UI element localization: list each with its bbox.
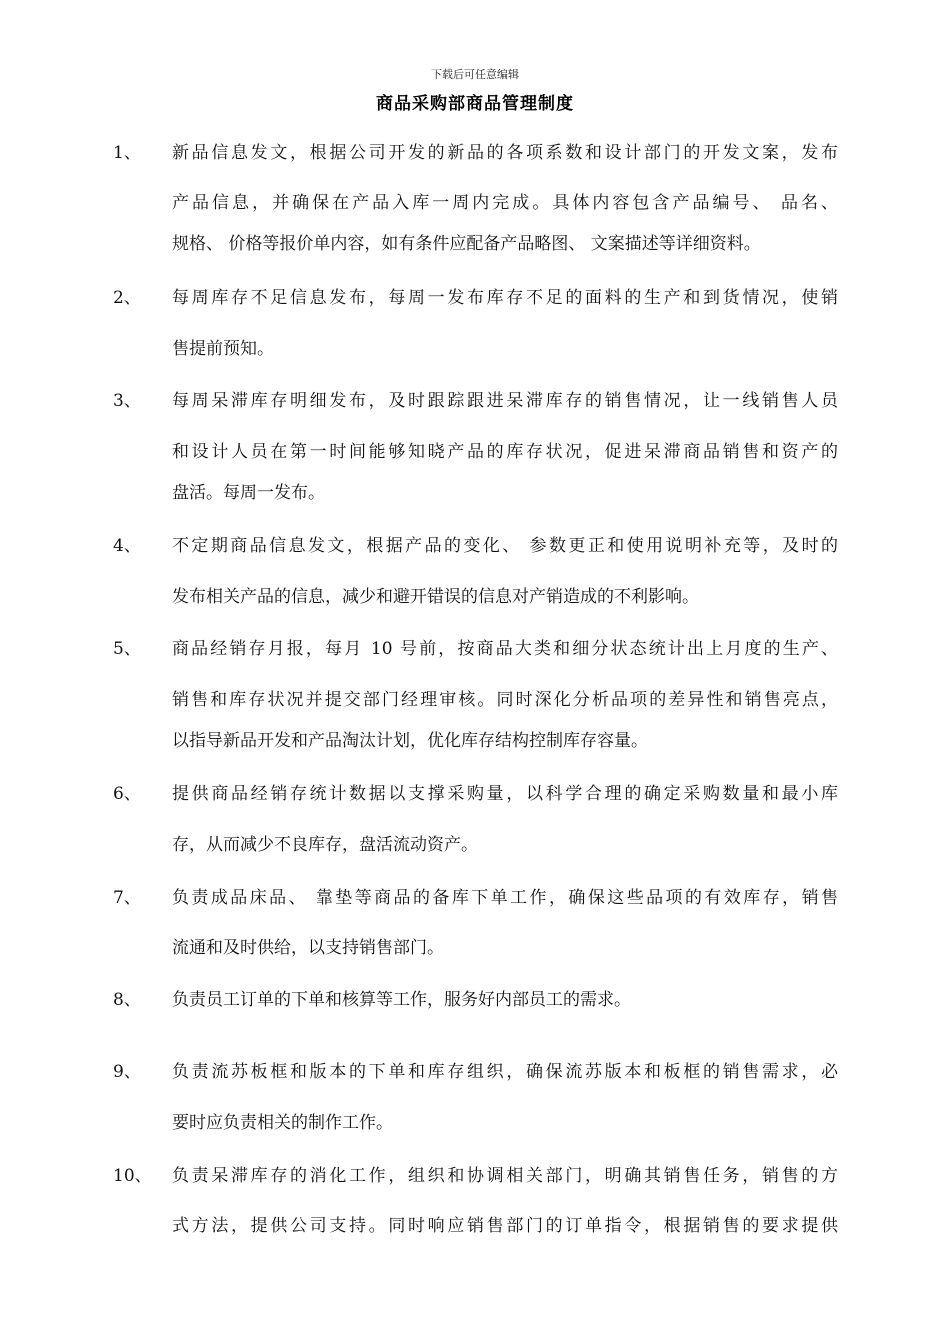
item-line: 每周呆滞库存明细发布，及时跟踪跟进呆滞库存的销售情况，让一线销售人员 [172,391,838,411]
item-line: 流通和及时供给，以支持销售部门。 [172,938,444,958]
item-number: 6、 [113,784,141,804]
item-line: 和设计人员在第一时间能够知晓产品的库存状况，促进呆滞商品销售和资产的 [172,442,838,462]
item-line: 发布相关产品的信息，减少和避开错误的信息对产销造成的不利影响。 [172,587,699,607]
item-number: 4、 [113,536,141,556]
item-line: 提供商品经销存统计数据以支撑采购量，以科学合理的确定采购数量和最小库 [172,784,838,804]
header-note: 下载后可任意编辑 [431,68,519,81]
item-line: 负责成品床品、 靠垫等商品的备库下单工作，确保这些品项的有效库存，销售 [172,888,838,908]
item-number: 3、 [113,391,141,411]
item-line: 要时应负责相关的制作工作。 [172,1113,393,1133]
item-number: 5、 [113,639,141,659]
item-line: 不定期商品信息发文，根据产品的变化、 参数更正和使用说明补充等，及时的 [172,536,838,556]
item-line: 新品信息发文，根据公司开发的新品的各项系数和设计部门的开发文案，发布 [172,143,838,163]
item-line: 存，从而减少不良库存，盘活流动资产。 [172,835,478,855]
item-number: 9、 [113,1062,141,1082]
item-number: 2、 [113,288,141,308]
item-number: 8、 [113,990,141,1010]
item-line: 销售和库存状况并提交部门经理审核。同时深化分析品项的差异性和销售亮点， [172,690,838,710]
item-line: 每周库存不足信息发布，每周一发布库存不足的面料的生产和到货情况，使销 [172,288,838,308]
item-line: 以指导新品开发和产品淘汰计划，优化库存结构控制库存容量。 [172,731,648,751]
item-line: 盘活。每周一发布。 [172,483,325,503]
item-line: 售提前预知。 [172,339,274,359]
item-number: 1、 [113,143,141,163]
item-line: 商品经销存月报，每月 10 号前，按商品大类和细分状态统计出上月度的生产、 [172,639,838,659]
item-line: 负责呆滞库存的消化工作，组织和协调相关部门，明确其销售任务，销售的方 [172,1166,838,1186]
item-line: 规格、 价格等报价单内容，如有条件应配备产品略图、 文案描述等详细资料。 [172,234,761,254]
item-line: 式方法，提供公司支持。同时响应销售部门的订单指令，根据销售的要求提供 [172,1216,838,1236]
item-number: 10、 [113,1166,152,1186]
item-number: 7、 [113,888,141,908]
document-title: 商品采购部商品管理制度 [376,94,574,114]
item-line: 产品信息，并确保在产品入库一周内完成。具体内容包含产品编号、 品名、 [172,193,838,213]
item-line: 负责员工订单的下单和核算等工作，服务好内部员工的需求。 [172,990,631,1010]
item-line: 负责流苏板框和版本的下单和库存组织，确保流苏版本和板框的销售需求，必 [172,1062,838,1082]
